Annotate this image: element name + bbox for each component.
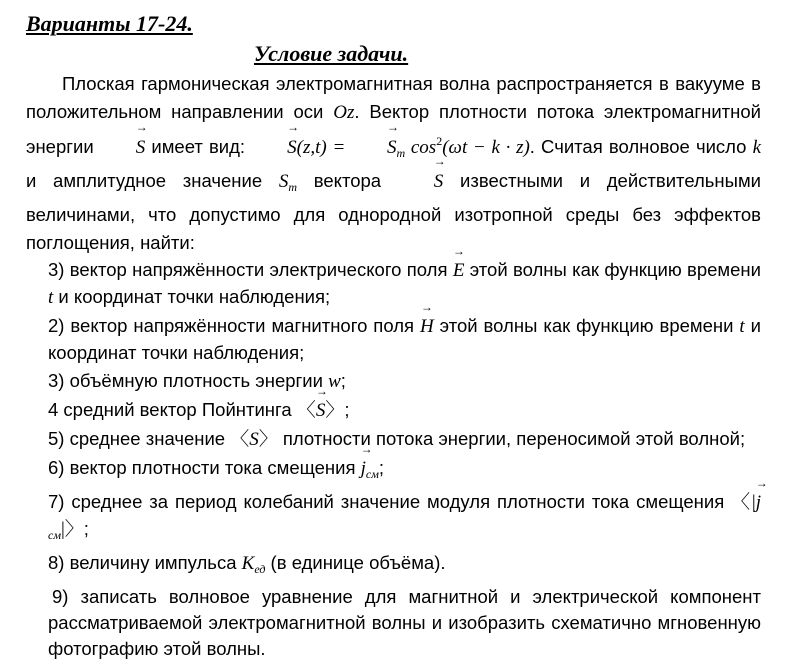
intro-text-6: вектора <box>297 170 398 191</box>
formula-argument: (ωt − k · z) <box>442 137 530 158</box>
variants-heading: Варианты 17-24. <box>26 11 193 36</box>
problem-statement <box>26 70 761 257</box>
h-vector-symbol: → H <box>420 314 434 340</box>
task-item-7: 7) среднее за период колебаний значение модуля плотности тока смещения 〈|→ $j_{см}|$〉; <box>26 489 761 548</box>
task-item-9: 9) записать волновое уравнение для магнитной и электрической компонент рассматриваемой электромагнитной волны и изобразить схематично мгновенную фотографию этой волны. <box>48 586 761 659</box>
intro-text-1: Плоская гармоническая электромагнитная волна распространяется в вакууме в положительном направлении оси <box>26 73 761 122</box>
formula-cos: cos <box>405 137 437 158</box>
task-item-5: 5) среднее значение 〈S〉 плотности потока энергии, переносимой этой волной; <box>48 428 746 450</box>
formula-sm: → S <box>351 134 397 162</box>
amplitude-symbol: $S_m$ <box>278 171 298 194</box>
energy-density-symbol: w <box>328 371 341 392</box>
poynting-mean-symbol: → S <box>316 398 326 424</box>
task-item-1: 3) вектор напряжённости электрического поля → E этой волны как функцию времени t и координат точки наблюдения; <box>26 257 761 311</box>
task-item-6: 6) вектор плотности тока смещения → $j_{см}$; <box>26 455 761 487</box>
time-symbol: t <box>48 287 54 308</box>
task-item-2: 2) вектор напряжённости магнитного поля → H этой волны как функцию времени t и координат точки наблюдения; <box>26 313 761 366</box>
intro-text-5: и амплитудное значение <box>26 170 279 191</box>
intro-text-3: имеет вид: <box>145 136 252 157</box>
formula-lhs-args: (z,t) = <box>296 137 351 158</box>
displacement-current-symbol: → j <box>361 456 366 482</box>
formula <box>251 134 530 160</box>
task-item-3: 3) объёмную плотность энергии w; <box>48 370 346 392</box>
mean-flux-symbol: S <box>249 429 259 450</box>
intro-text-2: . Вектор плотности потока электромагнитной энергии <box>26 101 761 157</box>
displacement-current-modulus-symbol: → j <box>756 490 761 516</box>
wavenumber-symbol: k <box>752 137 761 158</box>
formula-power: 2 <box>436 134 443 148</box>
e-vector-symbol: → E <box>453 258 465 284</box>
time-symbol: t <box>739 316 745 337</box>
intro-text-7: известными и действительными величинами, что допустимо для однородной изотропной среды без эффектов поглощения, найти: <box>26 170 762 253</box>
poynting-vector-symbol: → S <box>100 134 146 162</box>
formula-sm-sub: m <box>396 146 406 160</box>
task-item-8: 8) величину импульса $K_{ед}$ (в единице объёма). <box>48 552 446 576</box>
problem-heading: Условие задачи. <box>254 41 409 66</box>
axis-symbol: Oz <box>333 102 355 123</box>
momentum-symbol: K <box>241 553 255 574</box>
document <box>26 10 761 662</box>
formula-vec-s: → S <box>251 134 297 162</box>
vector-s-symbol: → S <box>398 168 444 196</box>
task-item-4: 4 средний вектор Пойнтинга 〈→ S〉; <box>26 397 761 424</box>
intro-text-4: . Считая волновое число <box>529 136 753 157</box>
